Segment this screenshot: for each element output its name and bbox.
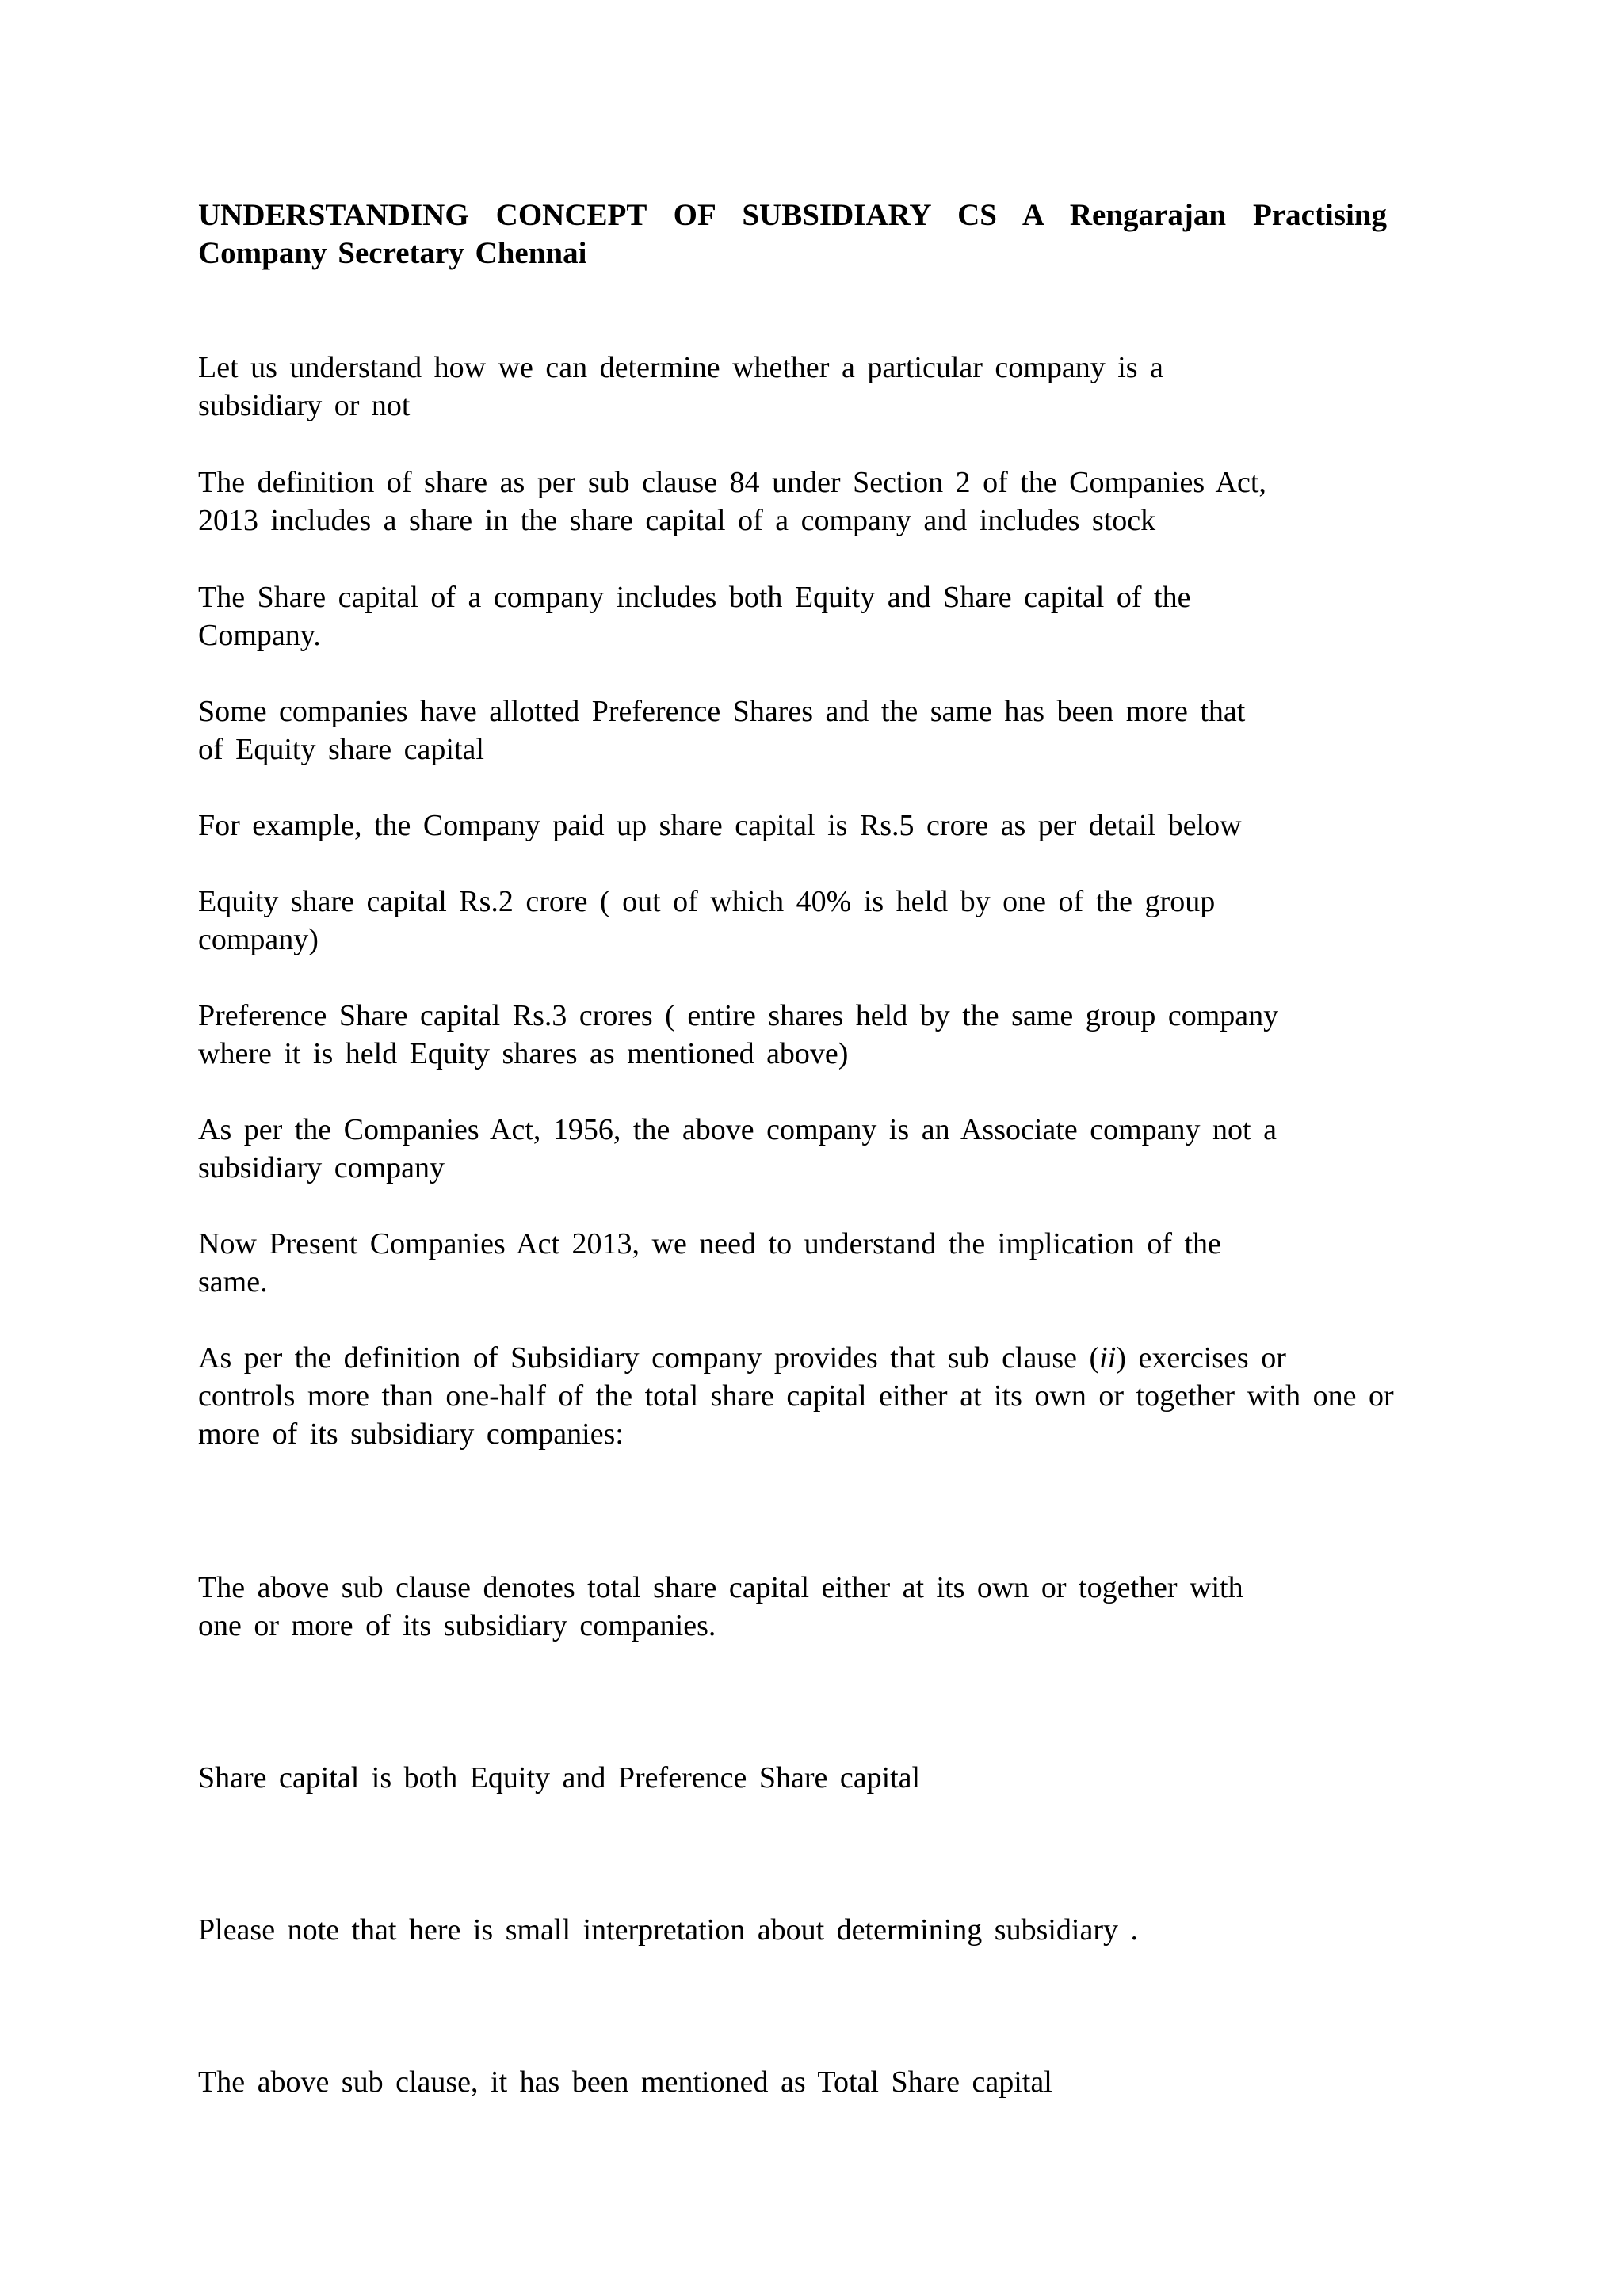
document-page (198, 0, 1426, 2296)
paragraph-interpretation-note: Please note that here is small interpretation about determining subsidiary . (198, 1913, 1138, 1947)
paragraph-example: For example, the Company paid up share capital is Rs.5 crore as per detail below (198, 809, 1242, 842)
paragraph-total-share-capital: The above sub clause, it has been mentioned as Total Share capital (198, 2065, 1052, 2099)
paragraph-act-2013: Now Present Companies Act 2013, we need to understand the implication of the same. (198, 1227, 1221, 1299)
paragraph-intro: Let us understand how we can determine whether a particular company is a subsidiary or not (198, 351, 1163, 422)
document-title: UNDERSTANDING CONCEPT OF SUBSIDIARY CS A Rengarajan Practising Company Secretary Chennai (198, 198, 1387, 270)
paragraph-equity-capital: Equity share capital Rs.2 crore ( out of which 40% is held by one of the group company) (198, 885, 1216, 956)
paragraph-preference-shares: Some companies have allotted Preference Shares and the same has been more that of Equity share capital (198, 695, 1246, 766)
paragraph-share-capital-both: Share capital is both Equity and Preference Share capital (198, 1761, 921, 1794)
paragraph-share-capital: The Share capital of a company includes both Equity and Share capital of the Company. (198, 581, 1191, 652)
paragraph-preference-capital: Preference Share capital Rs.3 crores ( entire shares held by the same group company where it is held Equity shares as mentioned above) (198, 999, 1279, 1070)
definition-text-italic: ii (1099, 1341, 1117, 1375)
paragraph-sub-clause-denotes: The above sub clause denotes total share capital either at its own or together with one or more of its subsidiary companies. (198, 1571, 1243, 1642)
paragraph-share-definition: The definition of share as per sub clause 84 under Section 2 of the Companies Act, 2013 includes a share in the share capital of a company and includes stock (198, 466, 1266, 537)
definition-text-after: ) exercises or controls more than one-half of the total share capital either at its own or together with one or more of its subsidiary companies: (198, 1341, 1394, 1451)
paragraph-act-1956: As per the Companies Act, 1956, the above company is an Associate company not a subsidiary company (198, 1113, 1277, 1184)
definition-text-before: As per the definition of Subsidiary company provides that sub clause ( (198, 1341, 1100, 1375)
paragraph-subsidiary-definition (198, 1339, 1426, 1453)
